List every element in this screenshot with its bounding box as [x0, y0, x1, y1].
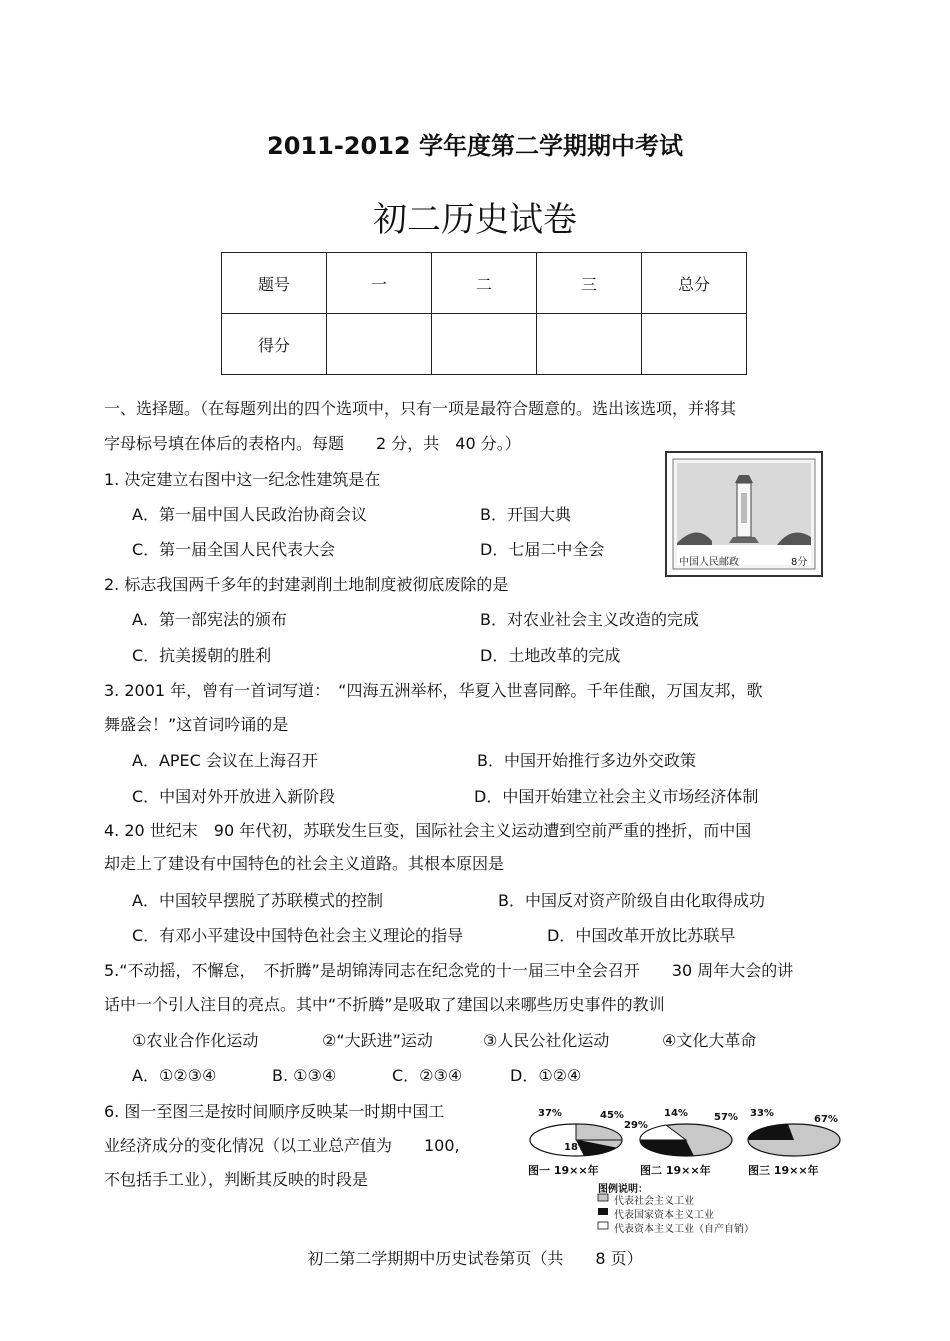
question-1-option-a: A．第一届中国人民政治协商会议: [132, 505, 367, 524]
question-3-option-b: B．中国开始推行多边外交政策: [477, 751, 696, 770]
legend-label-state-capitalist: 代表国家资本主义工业: [614, 1210, 714, 1221]
question-4-option-b: B．中国反对资产阶级自由化取得成功: [498, 891, 765, 910]
question-5-item-2: ②“大跃进”运动: [322, 1031, 433, 1050]
pie-1-label-c: 18%: [564, 1142, 588, 1153]
score-table: [221, 252, 747, 375]
legend-swatch-socialist: [598, 1194, 608, 1201]
question-5-option-a: A．①②③④: [132, 1066, 217, 1085]
question-3-option-c: C．中国对外开放进入新阶段: [132, 787, 336, 806]
pie-1-caption: 图一 19××年: [528, 1164, 599, 1177]
question-2-stem: 2. 标志我国两千多年的封建剥削土地制度被彻底废除的是: [104, 575, 509, 594]
question-1-option-b: B．开国大典: [480, 505, 571, 524]
exam-title: 2011-2012 学年度第二学期期中考试: [267, 132, 683, 160]
question-5-option-c: C．②③④: [392, 1066, 463, 1085]
question-5-stem-line1: 5.“不动摇，不懈怠， 不折腾”是胡锦涛同志在纪念党的十一届三中全会召开 30 周年大会的讲: [104, 961, 794, 980]
question-2-option-b: B．对农业社会主义改造的完成: [480, 610, 699, 629]
pie-3-label-a: 33%: [750, 1108, 774, 1119]
score-cell: 三: [537, 253, 642, 314]
question-3-option-a: A．APEC 会议在上海召开: [132, 751, 318, 770]
question-1-stem: 1. 决定建立右图中这一纪念性建筑是在: [104, 470, 381, 489]
question-5-item-3: ③人民公社化运动: [483, 1031, 610, 1050]
legend-label-socialist: 代表社会主义工业: [614, 1196, 694, 1207]
legend-swatch-capitalist: [598, 1222, 608, 1229]
question-1-option-c: C．第一届全国人民代表大会: [132, 540, 336, 559]
score-table-header-row: [222, 253, 747, 314]
score-entry-cell[interactable]: [327, 314, 432, 375]
pie-1-label-a: 37%: [538, 1108, 562, 1119]
paper-title: 初二历史试卷: [373, 200, 577, 240]
page-footer: 初二第二学期期中历史试卷第页（共 8 页）: [307, 1249, 643, 1268]
section-intro-line2: 字母标号填在体后的表格内。每题 2 分，共 40 分。）: [104, 434, 521, 453]
question-6-stem-line3: 不包括手工业），判断其反映的时段是: [104, 1170, 369, 1189]
question-6-stem-line2: 业经济成分的变化情况（以工业总产值为 100,: [104, 1136, 460, 1155]
question-2-option-d: D．土地改革的完成: [480, 646, 621, 665]
pie-3-caption: 图三 19××年: [748, 1164, 819, 1177]
question-2-option-a: A．第一部宪法的颁布: [132, 610, 287, 629]
score-entry-cell[interactable]: [537, 314, 642, 375]
stamp-value: 8分: [791, 557, 808, 568]
question-4-option-d: D．中国改革开放比苏联早: [547, 926, 736, 945]
pie-3-label-b: 67%: [814, 1114, 838, 1125]
question-3-option-d: D．中国开始建立社会主义市场经济体制: [474, 787, 759, 806]
stamp-caption: 中国人民邮政: [679, 557, 739, 568]
score-cell: 题号: [222, 253, 327, 314]
question-1-option-d: D．七届二中全会: [480, 540, 605, 559]
question-4-option-a: A．中国较早摆脱了苏联模式的控制: [132, 891, 383, 910]
pie-3-state-capitalist-slice: [748, 1124, 794, 1140]
industry-pie-figure: [526, 1100, 846, 1240]
pie-chart-3: [748, 1124, 840, 1156]
score-table-score-row: [222, 314, 747, 375]
pie-2-label-c: 57%: [714, 1112, 738, 1123]
score-entry-cell[interactable]: [432, 314, 537, 375]
question-5-item-4: ④文化大革命: [662, 1031, 757, 1050]
question-4-stem-line1: 4. 20 世纪末 90 年代初，苏联发生巨变，国际社会主义运动遭到空前严重的挫折，而中国: [104, 821, 752, 840]
question-2-option-c: C．抗美援朝的胜利: [132, 646, 272, 665]
legend-label-capitalist: 代表资本主义工业（自产自销）: [614, 1224, 754, 1235]
legend-swatch-state-capitalist: [598, 1208, 608, 1215]
pie-1-socialist-slice: [576, 1124, 622, 1140]
question-5-stem-line2: 话中一个引人注目的亮点。其中“不折腾”是吸取了建国以来哪些历史事件的教训: [104, 995, 665, 1014]
score-entry-cell[interactable]: [642, 314, 747, 375]
pie-2-caption: 图二 19××年: [640, 1164, 711, 1177]
monument-stamp-image: [665, 451, 823, 577]
legend-title: 图例说明：: [598, 1184, 648, 1195]
pie-2-state-capitalist-slice: [640, 1140, 694, 1156]
question-4-option-c: C．有邓小平建设中国特色社会主义理论的指导: [132, 926, 464, 945]
question-5-option-d: D．①②④: [510, 1066, 582, 1085]
question-4-stem-line2: 却走上了建设有中国特色的社会主义道路。其根本原因是: [104, 854, 505, 873]
question-3-stem-line2: 舞盛会！”这首词吟诵的是: [104, 715, 289, 734]
pie-1-label-b: 45%: [600, 1110, 624, 1121]
score-cell: 二: [432, 253, 537, 314]
pie-chart-2: [640, 1124, 732, 1156]
section-intro-line1: 一、选择题。（在每题列出的四个选项中，只有一项是最符合题意的。选出该选项，并将其: [104, 399, 737, 418]
question-3-stem-line1: 3. 2001 年，曾有一首词写道： “四海五洲举杯，华夏入世喜同醉。千年佳酿，万国友邦，歌: [104, 681, 763, 700]
score-cell: 一: [327, 253, 432, 314]
pie-2-label-b: 29%: [624, 1120, 648, 1131]
question-5-item-1: ①农业合作化运动: [132, 1031, 259, 1050]
score-cell: 得分: [222, 314, 327, 375]
pie-2-label-a: 14%: [664, 1108, 688, 1119]
question-5-option-b: B. ①③④: [272, 1066, 337, 1085]
score-cell: 总分: [642, 253, 747, 314]
question-6-stem-line1: 6. 图一至图三是按时间顺序反映某一时期中国工: [104, 1102, 445, 1121]
